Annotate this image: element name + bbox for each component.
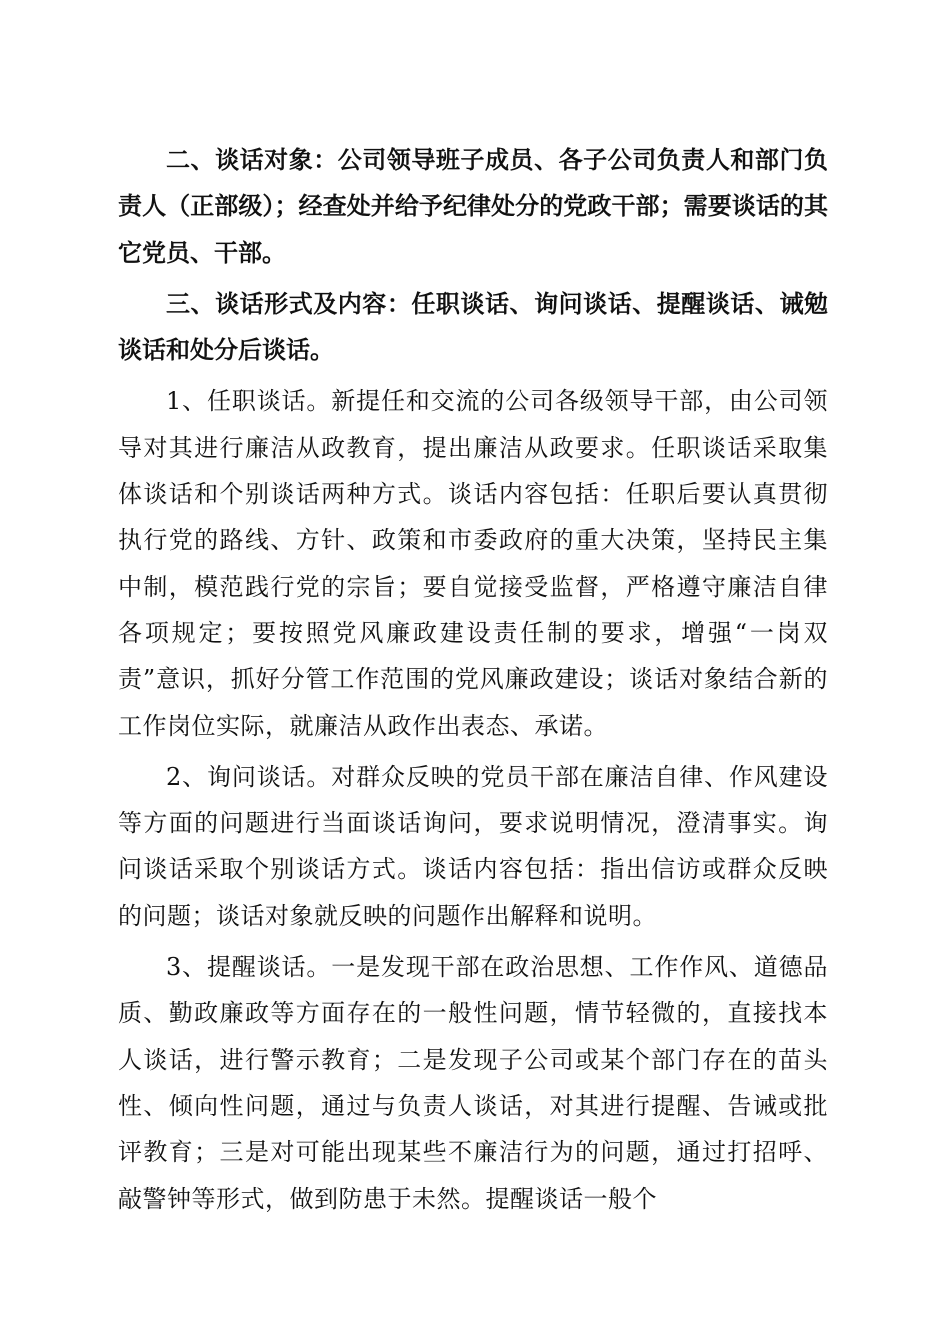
paragraph-appointment-interview: 1、任职谈话。新提任和交流的公司各级领导干部，由公司领导对其进行廉洁从政教育，提出廉洁从政要求。任职谈话采取集体谈话和个别谈话两种方式。谈话内容包括：任职后要认真贯彻执行党的路线、方针、政策和市委政府的重大决策，坚持民主集中制，模范践行党的宗旨；要自觉接受监督，严格遵守廉洁自律各项规定；要按照党风廉政建设责任制的要求，增强“一岗双责”意识，抓好分管工作范围的党风廉政建设；谈话对象结合新的工作岗位实际，就廉洁从政作出表态、承诺。 bbox=[118, 387, 828, 740]
paragraph-inquiry-interview: 2、询问谈话。对群众反映的党员干部在廉洁自律、作风建设等方面的问题进行当面谈话询问，要求说明情况，澄清事实。询问谈话采取个别谈话方式。谈话内容包括：指出信访或群众反映的问题；谈话对象就反映的问题作出解释和说明。 bbox=[118, 762, 828, 930]
document-body bbox=[118, 137, 828, 1227]
section-heading-interview-targets: 二、谈话对象：公司领导班子成员、各子公司负责人和部门负责人（正部级）；经查处并给予纪律处分的党政干部；需要谈话的其它党员、干部。 bbox=[118, 146, 828, 267]
paragraph-reminder-interview: 3、提醒谈话。一是发现干部在政治思想、工作作风、道德品质、勤政廉政等方面存在的一般性问题，情节轻微的，直接找本人谈话，进行警示教育；二是发现子公司或某个部门存在的苗头性、倾向性问题，通过与负责人谈话，对其进行提醒、告诫或批评教育；三是对可能出现某些不廉洁行为的问题，通过打招呼、敲警钟等形式，做到防患于未然。提醒谈话一般个 bbox=[118, 953, 828, 1213]
section-heading-interview-forms: 三、谈话形式及内容：任职谈话、询问谈话、提醒谈话、诫勉谈话和处分后谈话。 bbox=[118, 289, 828, 365]
